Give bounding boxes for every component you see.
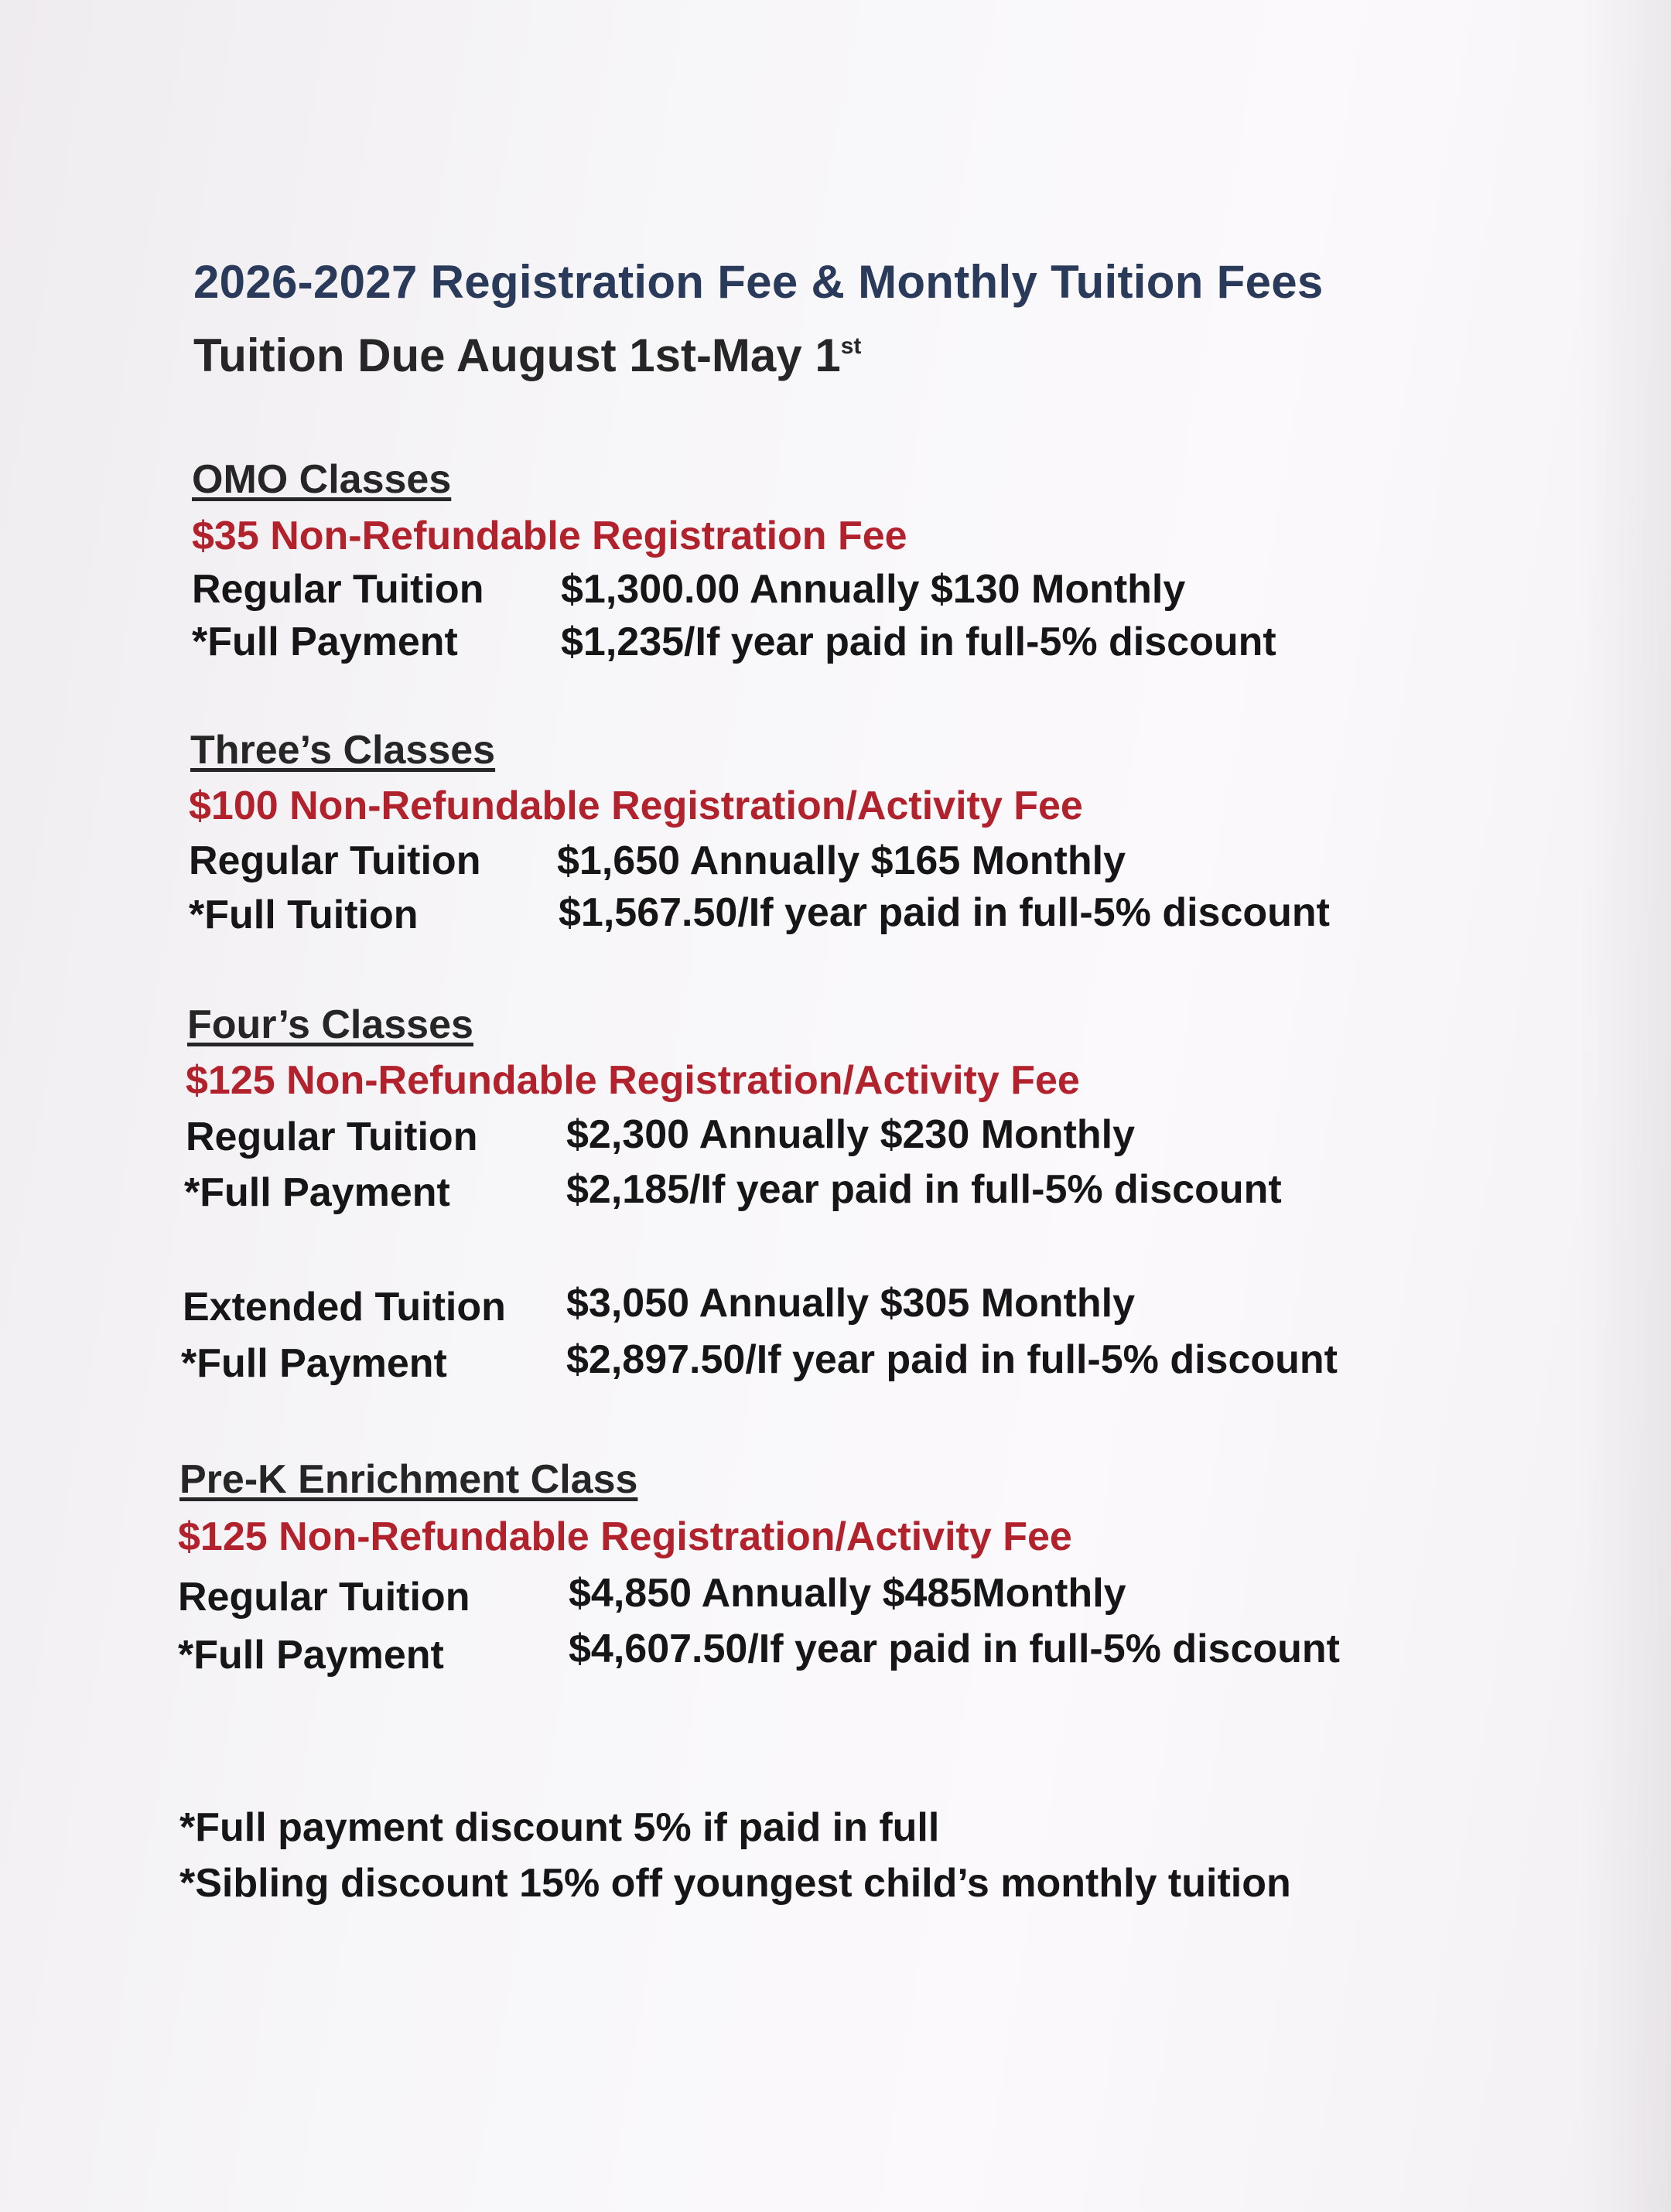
subtitle-text: Tuition Due August 1st-May 1	[193, 329, 841, 381]
threes-regular-label: Regular Tuition	[189, 838, 481, 883]
fours-full-label: *Full Payment	[184, 1170, 450, 1215]
page-subtitle	[193, 329, 861, 382]
prek-heading: Pre-K Enrichment Class	[179, 1457, 638, 1502]
threes-heading: Three’s Classes	[190, 728, 496, 773]
prek-regular-label: Regular Tuition	[178, 1575, 470, 1620]
prek-full-label: *Full Payment	[178, 1633, 444, 1678]
omo-regular-value: $1,300.00 Annually $130 Monthly	[561, 567, 1186, 612]
fours-extended-label: Extended Tuition	[183, 1285, 506, 1330]
fours-extended-value: $3,050 Annually $305 Monthly	[566, 1281, 1136, 1326]
threes-full-label: *Full Tuition	[189, 893, 419, 937]
omo-full-label: *Full Payment	[192, 620, 458, 664]
note-full-payment: *Full payment discount 5% if paid in full	[179, 1805, 940, 1850]
prek-fee: $125 Non-Refundable Registration/Activity Fee	[178, 1514, 1072, 1559]
omo-heading: OMO Classes	[192, 457, 452, 502]
omo-regular-label: Regular Tuition	[192, 567, 484, 612]
fours-regular-label: Regular Tuition	[186, 1115, 478, 1159]
note-sibling-discount: *Sibling discount 15% off youngest child’s monthly tuition	[179, 1861, 1291, 1906]
threes-regular-value: $1,650 Annually $165 Monthly	[557, 838, 1126, 883]
fours-regular-value: $2,300 Annually $230 Monthly	[566, 1112, 1136, 1157]
threes-fee: $100 Non-Refundable Registration/Activity Fee	[189, 783, 1083, 828]
threes-full-value: $1,567.50/If year paid in full-5% discount	[559, 890, 1330, 935]
fours-heading: Four’s Classes	[187, 1002, 473, 1047]
subtitle-superscript: st	[840, 333, 862, 359]
prek-regular-value: $4,850 Annually $485Monthly	[569, 1571, 1126, 1616]
page-title: 2026-2027 Registration Fee & Monthly Tuition Fees	[193, 256, 1324, 308]
omo-full-value: $1,235/If year paid in full-5% discount	[561, 620, 1276, 664]
fours-extended-full-label: *Full Payment	[181, 1341, 447, 1386]
omo-fee: $35 Non-Refundable Registration Fee	[192, 514, 907, 558]
fours-extended-full-value: $2,897.50/If year paid in full-5% discount	[566, 1337, 1338, 1382]
fours-full-value: $2,185/If year paid in full-5% discount	[566, 1167, 1282, 1212]
fours-fee: $125 Non-Refundable Registration/Activity Fee	[186, 1058, 1080, 1103]
prek-full-value: $4,607.50/If year paid in full-5% discount	[569, 1627, 1340, 1671]
